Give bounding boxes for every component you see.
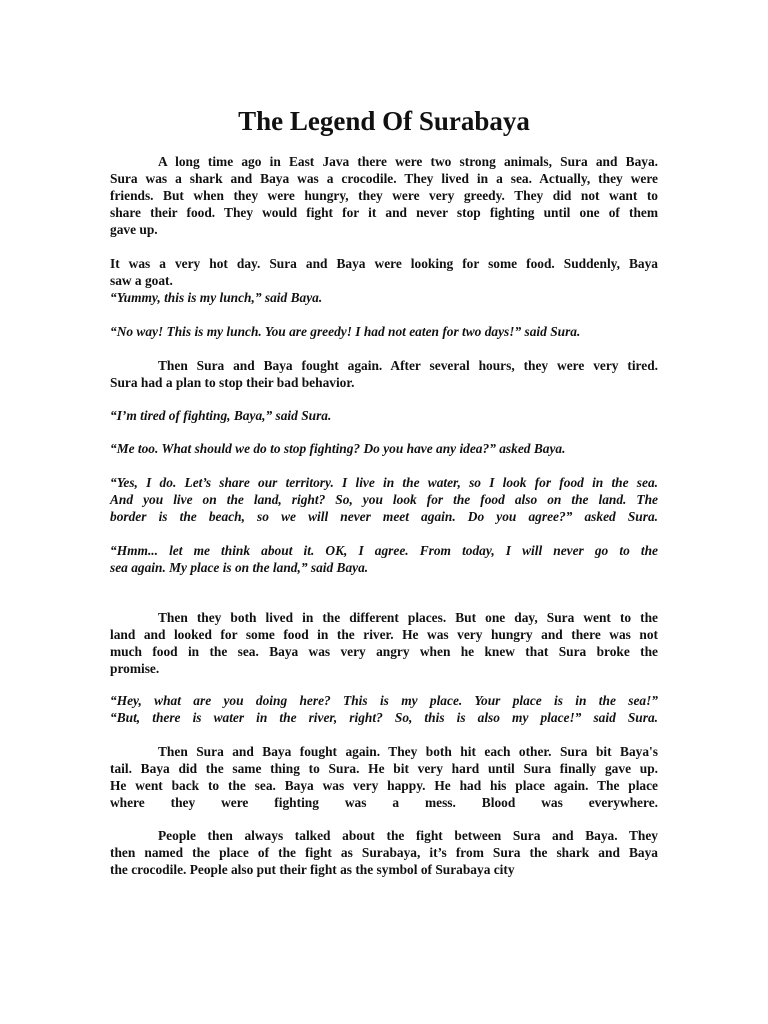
text-line: “Yes, I do. Let’s share our territory. I live in the water, so I look for food in the sea. xyxy=(110,475,658,490)
text-line: Then Sura and Baya fought again. After several hours, they were very tired. xyxy=(158,358,658,373)
text-line: friends. But when they were hungry, they were very greedy. They did not want to xyxy=(110,188,658,203)
text-line: And you live on the land, right? So, you look for the food also on the land. The xyxy=(110,492,658,507)
text-line: “Hmm... let me think about it. OK, I agree. From today, I will never go to the xyxy=(110,543,658,558)
text-line: the crocodile. People also put their fight as the symbol of Surabaya city xyxy=(110,862,515,877)
text-line: promise. xyxy=(110,661,160,676)
paragraph-1 xyxy=(110,153,658,238)
paragraph-10 xyxy=(110,609,658,677)
document-title: The Legend Of Surabaya xyxy=(238,106,530,136)
text-line: “But, there is water in the river, right? So, this is also my place!” said Sura. xyxy=(110,710,658,725)
paragraph-3-dialogue xyxy=(110,289,658,306)
paragraph-5 xyxy=(110,357,658,391)
text-line: “I’m tired of fighting, Baya,” said Sura. xyxy=(110,408,332,423)
text-line: Then Sura and Baya fought again. They both hit each other. Sura bit Baya's xyxy=(158,744,658,759)
text-line: People then always talked about the fight between Sura and Baya. They xyxy=(158,828,658,843)
paragraph-13 xyxy=(110,827,658,878)
text-line: “Me too. What should we do to stop fighting? Do you have any idea?” asked Baya. xyxy=(110,441,566,456)
text-line: “Yummy, this is my lunch,” said Baya. xyxy=(110,290,323,305)
text-line: It was a very hot day. Sura and Baya were looking for some food. Suddenly, Baya xyxy=(110,256,658,271)
paragraph-4-dialogue xyxy=(110,323,658,340)
text-line: tail. Baya did the same thing to Sura. He bit very hard until Sura finally gave up. xyxy=(110,761,658,776)
text-line: much food in the sea. Baya was very angry when he knew that Sura broke the xyxy=(110,644,658,659)
text-line: then named the place of the fight as Surabaya, it’s from Sura the shark and Baya xyxy=(110,845,658,860)
text-line: saw a goat. xyxy=(110,273,173,288)
paragraph-11-dialogue xyxy=(110,692,658,726)
paragraph-6-dialogue xyxy=(110,407,658,424)
paragraph-7-dialogue xyxy=(110,440,658,457)
text-line: where they were fighting was a mess. Blood was everywhere. xyxy=(110,795,658,810)
text-line: “No way! This is my lunch. You are greedy! I had not eaten for two days!” said Sura. xyxy=(110,324,581,339)
text-line: Sura was a shark and Baya was a crocodile. They lived in a sea. Actually, they were xyxy=(110,171,658,186)
text-line: Then they both lived in the different places. But one day, Sura went to the xyxy=(158,610,658,625)
paragraph-2 xyxy=(110,255,658,289)
text-line: A long time ago in East Java there were two strong animals, Sura and Baya. xyxy=(158,154,658,169)
text-line: sea again. My place is on the land,” said Baya. xyxy=(110,560,369,575)
text-line: “Hey, what are you doing here? This is my place. Your place is in the sea!” xyxy=(110,693,658,708)
text-line: gave up. xyxy=(110,222,158,237)
paragraph-8-dialogue xyxy=(110,474,658,525)
text-line: land and looked for some food in the river. He was very hungry and there was not xyxy=(110,627,658,642)
paragraph-12 xyxy=(110,743,658,811)
paragraph-9-dialogue xyxy=(110,542,658,576)
text-line: share their food. They would fight for it and never stop fighting until one of them xyxy=(110,205,658,220)
text-line: He went back to the sea. Baya was very happy. He had his place again. The place xyxy=(110,778,658,793)
text-line: border is the beach, so we will never meet again. Do you agree?” asked Sura. xyxy=(110,509,658,524)
text-line: Sura had a plan to stop their bad behavior. xyxy=(110,375,355,390)
